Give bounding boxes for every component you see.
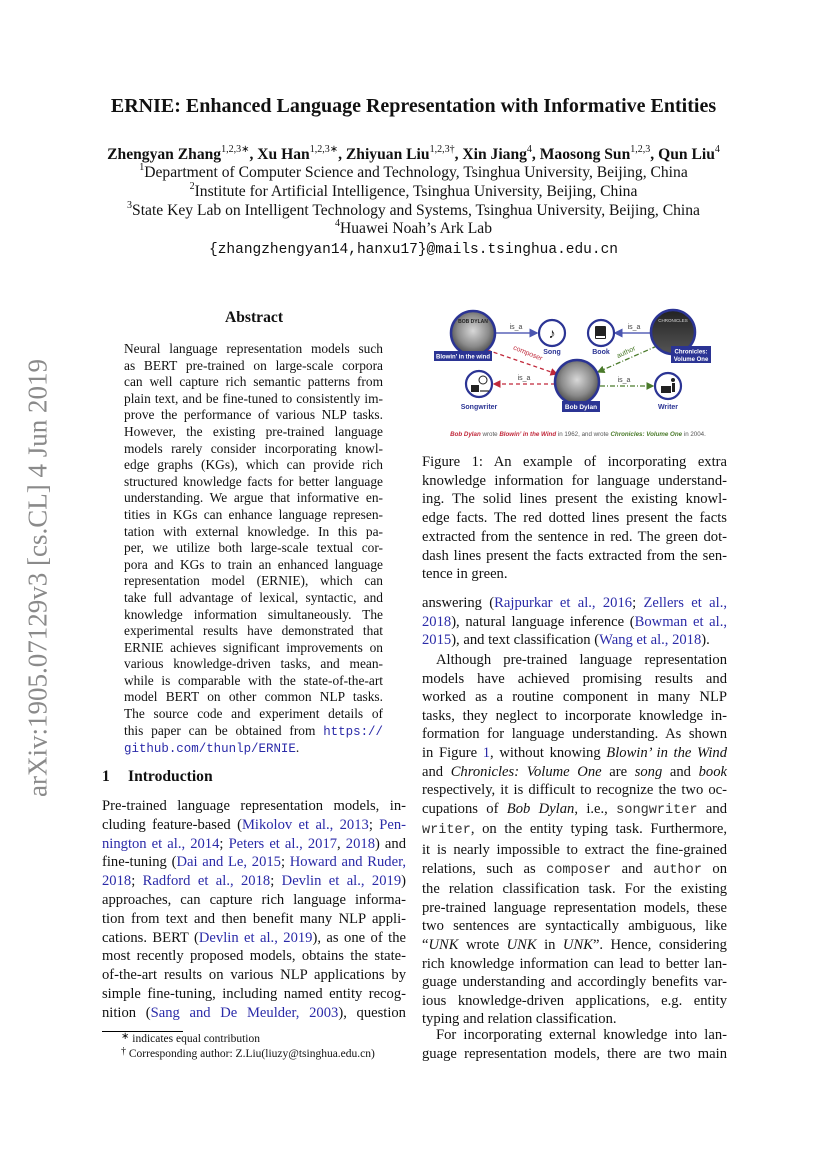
introduction-body bbox=[102, 797, 406, 1023]
affiliation-superscript: 1,2,3∗ bbox=[309, 144, 339, 155]
text-run: while is comparable with the state-of-the-art bbox=[124, 672, 383, 688]
sentence-fragment: in 1962, and wrote bbox=[556, 431, 611, 438]
text-line bbox=[422, 453, 727, 472]
text-line bbox=[102, 929, 406, 948]
text-run: prove the performance of various NLP tasks. bbox=[124, 407, 383, 423]
text-line bbox=[124, 723, 383, 741]
text-line bbox=[422, 800, 727, 821]
text-run: guage understanding and accordingly benefits var- bbox=[422, 974, 727, 991]
text-run: Pre-trained language representation models, in- bbox=[102, 798, 406, 814]
text-run: two sentences are syntactically ambiguous, like bbox=[422, 918, 727, 935]
text-run: UNK bbox=[506, 936, 537, 953]
node-label: Book bbox=[592, 349, 610, 356]
text-run: knowledge information for language understand- bbox=[422, 472, 727, 489]
affiliation-mark: 3 bbox=[127, 200, 133, 211]
figure-1-caption bbox=[422, 453, 727, 584]
text-run: in Figure bbox=[422, 744, 483, 761]
node-label: Volume One bbox=[673, 357, 709, 363]
edge-label-is-a: is_a bbox=[627, 324, 641, 331]
text-run: tion from text and then benefit many NLP appli- bbox=[102, 910, 406, 927]
affiliation-superscript: 4 bbox=[526, 144, 532, 155]
text-run: dash lines present the facts extracted from the sen- bbox=[422, 547, 727, 564]
text-run: cations. BERT ( bbox=[102, 929, 199, 946]
affiliation-superscript: 4 bbox=[714, 144, 720, 155]
text-line bbox=[124, 673, 383, 690]
text-run: relations, such as bbox=[422, 860, 547, 877]
citation-link[interactable]: Pen- bbox=[379, 816, 406, 833]
affiliation-text: State Key Lab on Intelligent Technology and Systems, Tsinghua University, Beijing, China bbox=[132, 202, 700, 219]
text-run: “ bbox=[422, 936, 429, 953]
text-line bbox=[422, 860, 727, 881]
text-run: as BERT pre-trained on large-scale corpora bbox=[124, 357, 383, 373]
text-run: worked as a routine component in many NLP bbox=[422, 689, 727, 706]
text-line bbox=[124, 507, 383, 524]
text-run: and bbox=[422, 763, 451, 780]
text-run: The source code and experiment details of bbox=[124, 706, 383, 722]
text-line bbox=[124, 706, 383, 723]
citation-link[interactable]: Peters et al., 2017 bbox=[228, 835, 338, 852]
text-run: guage representation models, there are two main bbox=[422, 1045, 727, 1062]
text-run: tasks, they neglect to incorporate knowledge in- bbox=[422, 707, 727, 724]
text-run: ; bbox=[131, 873, 143, 890]
text-run: tities in KGs can enhance language represen- bbox=[124, 506, 383, 522]
text-line bbox=[124, 740, 383, 758]
node-blowin-in-the-wind bbox=[434, 311, 495, 361]
text-run: ; bbox=[368, 816, 380, 833]
book-icon bbox=[595, 326, 606, 339]
edge-label-author: author bbox=[615, 345, 637, 361]
text-line bbox=[422, 490, 727, 509]
text-line bbox=[422, 781, 727, 800]
text-run: extracted from the sentence in red. The green dot- bbox=[422, 528, 727, 545]
footnote-mark: † bbox=[121, 1046, 126, 1057]
text-line bbox=[422, 744, 727, 763]
text-run: on bbox=[701, 860, 727, 877]
text-line bbox=[422, 472, 727, 491]
text-run: Although pre-trained language representation bbox=[436, 652, 727, 668]
text-run: writer bbox=[422, 823, 471, 839]
node-label: Blowin’ in the wind bbox=[436, 354, 490, 361]
text-run: ; bbox=[270, 873, 282, 890]
figure-example-sentence bbox=[450, 431, 706, 438]
citation-link[interactable]: Wang et al., 2018 bbox=[599, 632, 702, 649]
text-line bbox=[422, 509, 727, 528]
edge-label-is-a: is_a bbox=[509, 324, 523, 331]
text-line bbox=[422, 899, 727, 918]
citation-link[interactable]: 2018 bbox=[102, 873, 132, 890]
footnote-mark: ∗ bbox=[121, 1031, 130, 1042]
citation-link[interactable]: 1 bbox=[482, 744, 491, 761]
text-line bbox=[102, 966, 406, 985]
text-line bbox=[422, 820, 727, 841]
text-run: ) bbox=[401, 873, 406, 890]
citation-link[interactable]: Devlin et al., 2019 bbox=[281, 873, 402, 890]
text-line bbox=[422, 613, 727, 632]
author-list bbox=[0, 146, 827, 164]
text-run: most recently proposed models, obtains the state- bbox=[102, 948, 406, 965]
text-run: However, the existing pre-trained language bbox=[124, 423, 383, 439]
node-songwriter bbox=[461, 371, 498, 411]
text-line bbox=[124, 341, 383, 358]
text-line bbox=[422, 528, 727, 547]
text-line bbox=[124, 656, 383, 673]
text-line bbox=[124, 524, 383, 541]
text-run: in bbox=[536, 936, 563, 953]
citation-link[interactable]: github.com/thunlp/ERNIE bbox=[124, 742, 296, 757]
citation-link[interactable]: 2015 bbox=[422, 632, 452, 649]
text-line bbox=[102, 816, 406, 835]
text-line bbox=[422, 565, 727, 584]
node-song bbox=[539, 320, 565, 356]
text-line bbox=[422, 955, 727, 974]
arxiv-stamp: arXiv:1905.07129v3 [cs.CL] 4 Jun 2019 bbox=[22, 359, 53, 797]
text-line bbox=[102, 797, 406, 816]
book-cover-text: CHRONICLES bbox=[658, 318, 688, 323]
citation-link[interactable]: Zellers et al., bbox=[643, 595, 727, 611]
sentence-fragment: in 2004. bbox=[682, 431, 706, 438]
text-run: Blowin’ in the Wind bbox=[606, 744, 727, 761]
affiliation-4 bbox=[0, 220, 827, 238]
author-name: , Maosong Sun bbox=[531, 146, 631, 163]
citation-link[interactable]: Dai and Le, 2015 bbox=[176, 854, 281, 871]
text-run: Chronicles: Volume One bbox=[450, 763, 602, 780]
text-run: Figure 1: An example of incorporating extra bbox=[422, 454, 727, 470]
author-name: Zhengyan Zhang bbox=[107, 146, 222, 163]
intro-paragraph-3 bbox=[422, 1026, 727, 1063]
text-run: song bbox=[634, 763, 663, 780]
text-run: take full advantage of lexical, syntactic, and bbox=[124, 589, 383, 605]
edge-label-composer: composer bbox=[512, 344, 544, 363]
text-run: book bbox=[698, 763, 727, 780]
affiliation-superscript: 1,2,3 bbox=[630, 144, 651, 155]
affiliation-mark: 1 bbox=[139, 162, 145, 173]
text-run: formation for language understanding. As shown bbox=[422, 726, 727, 743]
text-run: Bob Dylan bbox=[506, 800, 575, 817]
text-run: wrote bbox=[458, 936, 507, 953]
text-run: author bbox=[653, 862, 702, 878]
text-run: nition ( bbox=[102, 1004, 151, 1021]
text-line bbox=[124, 457, 383, 474]
text-run: composer bbox=[546, 862, 612, 878]
text-line bbox=[124, 557, 383, 574]
text-line bbox=[124, 374, 383, 391]
text-run: knowledge information simultaneously. The bbox=[124, 606, 383, 622]
text-run: ), question bbox=[338, 1004, 406, 1021]
node-label: Chronicles: bbox=[674, 349, 708, 356]
text-run: fine-tuning ( bbox=[102, 854, 177, 871]
text-run: the relation classification task. For the existing bbox=[422, 881, 727, 898]
text-line bbox=[102, 891, 406, 910]
text-run: are bbox=[601, 763, 635, 780]
text-run: and bbox=[611, 860, 654, 877]
text-line bbox=[124, 391, 383, 408]
text-line bbox=[124, 407, 383, 424]
text-run: , i.e., bbox=[574, 800, 617, 817]
affiliation-text: Department of Computer Science and Technology, Tsinghua University, Beijing, China bbox=[144, 164, 688, 181]
footnote-text: indicates equal contribution bbox=[132, 1033, 261, 1045]
node-writer bbox=[655, 373, 681, 411]
affiliation-mark: 2 bbox=[189, 181, 195, 192]
affiliation-superscript: 1,2,3∗ bbox=[221, 144, 250, 155]
affiliation-1 bbox=[0, 164, 827, 182]
text-line bbox=[124, 623, 383, 640]
text-line bbox=[102, 835, 406, 854]
text-run: . bbox=[295, 740, 300, 756]
text-line bbox=[124, 474, 383, 491]
text-line bbox=[422, 547, 727, 566]
text-run: representation model (ERNIE), which can bbox=[124, 573, 383, 589]
text-line bbox=[422, 992, 727, 1011]
affiliation-text: Huawei Noah’s Ark Lab bbox=[339, 220, 492, 237]
text-run: ; bbox=[280, 854, 290, 871]
citation-link[interactable]: Bowman et al., bbox=[634, 613, 727, 630]
text-line bbox=[102, 872, 406, 891]
node-label: Song bbox=[543, 349, 561, 356]
text-line bbox=[124, 358, 383, 375]
node-bob-dylan bbox=[555, 360, 600, 412]
text-run: respectively, it is difficult to recognize the two oc- bbox=[422, 782, 727, 799]
text-run: structured knowledge facts for better language bbox=[124, 473, 383, 489]
text-line bbox=[422, 631, 727, 650]
text-run: plain text, and be fine-tuned to consistently im- bbox=[124, 390, 383, 406]
text-line bbox=[422, 936, 727, 955]
text-run: typing and relation classification. bbox=[422, 1011, 617, 1028]
citation-link[interactable]: Sang and De Meulder, 2003 bbox=[150, 1004, 339, 1021]
text-line bbox=[422, 651, 727, 670]
text-run: Neural language representation models such bbox=[124, 341, 383, 356]
text-run: simple fine-tuning, including named entity recog- bbox=[102, 985, 406, 1002]
sentence-fragment: Blowin’ in the Wind bbox=[499, 431, 557, 438]
affiliation-text: Institute for Artificial Intelligence, Tsinghua University, Beijing, China bbox=[194, 183, 638, 200]
text-run: ), and text classification ( bbox=[451, 632, 600, 649]
citation-link[interactable]: Howard and Ruder, bbox=[289, 854, 406, 871]
text-run: understanding. We argue that informative en- bbox=[124, 490, 383, 506]
text-run: ing. The solid lines present the existing knowl- bbox=[422, 491, 727, 508]
citation-link[interactable]: 2018 bbox=[422, 613, 452, 630]
text-line bbox=[422, 688, 727, 707]
section-title: Introduction bbox=[128, 768, 213, 785]
affiliation-3 bbox=[0, 202, 827, 220]
text-line bbox=[422, 670, 727, 689]
footnote-text: Corresponding author: Z.Liu(liuzy@tsinghua.edu.cn) bbox=[128, 1048, 375, 1060]
text-line bbox=[102, 985, 406, 1004]
text-line bbox=[422, 841, 727, 860]
text-line bbox=[124, 573, 383, 590]
text-line bbox=[422, 1045, 727, 1064]
citation-link[interactable]: Devlin et al., 2019 bbox=[198, 929, 313, 946]
text-line bbox=[124, 640, 383, 657]
text-run: ”. Hence, considering bbox=[592, 936, 727, 953]
node-label: Writer bbox=[657, 404, 679, 411]
album-cover-text: BOB DYLAN bbox=[458, 319, 488, 325]
author-name: , Xu Han bbox=[249, 146, 310, 163]
citation-link[interactable]: Rajpurkar et al., 2016 bbox=[494, 595, 633, 611]
text-line bbox=[124, 424, 383, 441]
text-run: edge facts. The red dotted lines present the facts bbox=[422, 510, 727, 527]
text-run: ), natural language inference ( bbox=[451, 613, 635, 630]
text-run: ERNIE achieves significant improvements on bbox=[124, 639, 383, 655]
intro-paragraph-2 bbox=[422, 651, 727, 1029]
text-run: , without knowing bbox=[490, 744, 607, 761]
section-number: 1 bbox=[102, 768, 110, 785]
text-run: and bbox=[662, 763, 699, 780]
text-run: can well capture rich semantic patterns from bbox=[124, 374, 383, 390]
text-line bbox=[422, 707, 727, 726]
text-run: of-the-art results on various NLP applications by bbox=[102, 967, 406, 984]
text-run: models rarely consider incorporating knowl- bbox=[124, 440, 383, 456]
text-run: ). bbox=[701, 632, 710, 649]
abstract-heading: Abstract bbox=[224, 309, 284, 326]
text-line bbox=[422, 973, 727, 992]
citation-link[interactable]: 2018 bbox=[345, 835, 375, 852]
citation-link[interactable]: Mikolov et al., 2013 bbox=[241, 816, 369, 833]
text-line bbox=[102, 1004, 406, 1023]
edge-label-is-a: is_a bbox=[517, 375, 531, 382]
sentence-fragment: Chronicles: Volume One bbox=[610, 431, 683, 438]
text-run: ; bbox=[219, 835, 229, 852]
footnote-corresponding-author bbox=[121, 1048, 375, 1060]
node-label: Songwriter bbox=[460, 404, 498, 411]
footnote-rule bbox=[102, 1031, 183, 1032]
node-chronicles-volume-one bbox=[651, 310, 711, 363]
citation-link[interactable]: Radford et al., 2018 bbox=[142, 873, 271, 890]
section-heading-introduction bbox=[102, 768, 213, 786]
footnote-equal-contribution bbox=[121, 1033, 260, 1045]
text-line bbox=[422, 725, 727, 744]
text-run: various knowledge-driven tasks, and mean- bbox=[124, 656, 383, 672]
text-run: edge graphs (KGs), which can provide rich bbox=[124, 457, 383, 473]
node-label: Bob Dylan bbox=[564, 404, 598, 411]
text-run: it is nearly impossible to extract the fine-grained bbox=[422, 841, 727, 858]
intro-continued-paragraph bbox=[422, 594, 727, 650]
music-note-icon: ♪ bbox=[548, 325, 556, 341]
author-name: , Zhiyuan Liu bbox=[338, 146, 430, 163]
text-run: model BERT on other common NLP tasks. bbox=[124, 689, 383, 705]
abstract-body bbox=[124, 341, 383, 758]
text-run: models have achieved promising results and bbox=[422, 670, 727, 687]
text-line bbox=[422, 763, 727, 782]
text-run: UNK bbox=[428, 936, 459, 953]
text-line bbox=[124, 607, 383, 624]
text-line bbox=[422, 917, 727, 936]
author-name: , Xin Jiang bbox=[454, 146, 527, 163]
text-run: ious knowledge-driven applications, e.g. entity bbox=[422, 992, 727, 1009]
text-run: answering ( bbox=[422, 595, 495, 611]
edge-label-is-a: is_a bbox=[617, 377, 631, 384]
text-run: per, we utilize both large-scale textual cor- bbox=[124, 540, 383, 556]
affiliation-2 bbox=[0, 183, 827, 201]
text-run: cupations of bbox=[422, 800, 507, 817]
figure-1-knowledge-graph bbox=[425, 300, 745, 445]
text-run: For incorporating external knowledge into lan- bbox=[436, 1027, 727, 1043]
affiliation-superscript: 1,2,3† bbox=[429, 144, 455, 155]
text-line bbox=[422, 880, 727, 899]
text-run: this paper can be obtained from bbox=[124, 722, 324, 738]
node-book bbox=[588, 320, 614, 356]
text-run: tation with external knowledge. In this pa- bbox=[124, 523, 383, 539]
affiliation-mark: 4 bbox=[334, 218, 340, 229]
text-line bbox=[124, 490, 383, 507]
text-run: pora and KGs to train an enhanced language bbox=[124, 556, 383, 572]
text-run: pre-trained language representation models, these bbox=[422, 899, 727, 916]
text-run: ; bbox=[632, 595, 644, 611]
text-line bbox=[422, 1026, 727, 1045]
author-name: , Qun Liu bbox=[650, 146, 715, 163]
text-line bbox=[102, 947, 406, 966]
text-line bbox=[102, 910, 406, 929]
citation-link[interactable]: https:// bbox=[323, 724, 383, 739]
text-run: ), as one of the bbox=[312, 929, 406, 946]
text-run: , bbox=[337, 835, 346, 852]
text-run: , on the entity typing task. Furthermore, bbox=[470, 821, 727, 838]
text-run: UNK bbox=[562, 936, 593, 953]
text-run: tence in green. bbox=[422, 566, 508, 583]
text-run: songwriter bbox=[616, 802, 698, 818]
author-email: {zhangzhengyan14,hanxu17}@mails.tsinghua.edu.cn bbox=[209, 242, 618, 258]
text-line bbox=[124, 441, 383, 458]
sentence-fragment: wrote bbox=[480, 431, 500, 438]
text-line bbox=[422, 594, 727, 613]
text-run: approaches, can capture rich language informa- bbox=[102, 891, 406, 908]
text-line bbox=[124, 689, 383, 706]
text-run: experimental results have demonstrated that bbox=[124, 623, 383, 639]
citation-link[interactable]: nington et al., 2014 bbox=[102, 835, 220, 852]
text-line bbox=[124, 540, 383, 557]
text-run: and bbox=[697, 800, 727, 817]
text-run: cluding feature-based ( bbox=[102, 816, 242, 833]
text-line bbox=[102, 853, 406, 872]
text-run: ) and bbox=[374, 835, 407, 852]
text-run: rich knowledge information can lead to better lan- bbox=[422, 955, 727, 972]
text-line bbox=[124, 590, 383, 607]
paper-title: ERNIE: Enhanced Language Representation with Informative Entities bbox=[110, 95, 717, 117]
sentence-fragment: Bob Dylan bbox=[450, 431, 481, 438]
